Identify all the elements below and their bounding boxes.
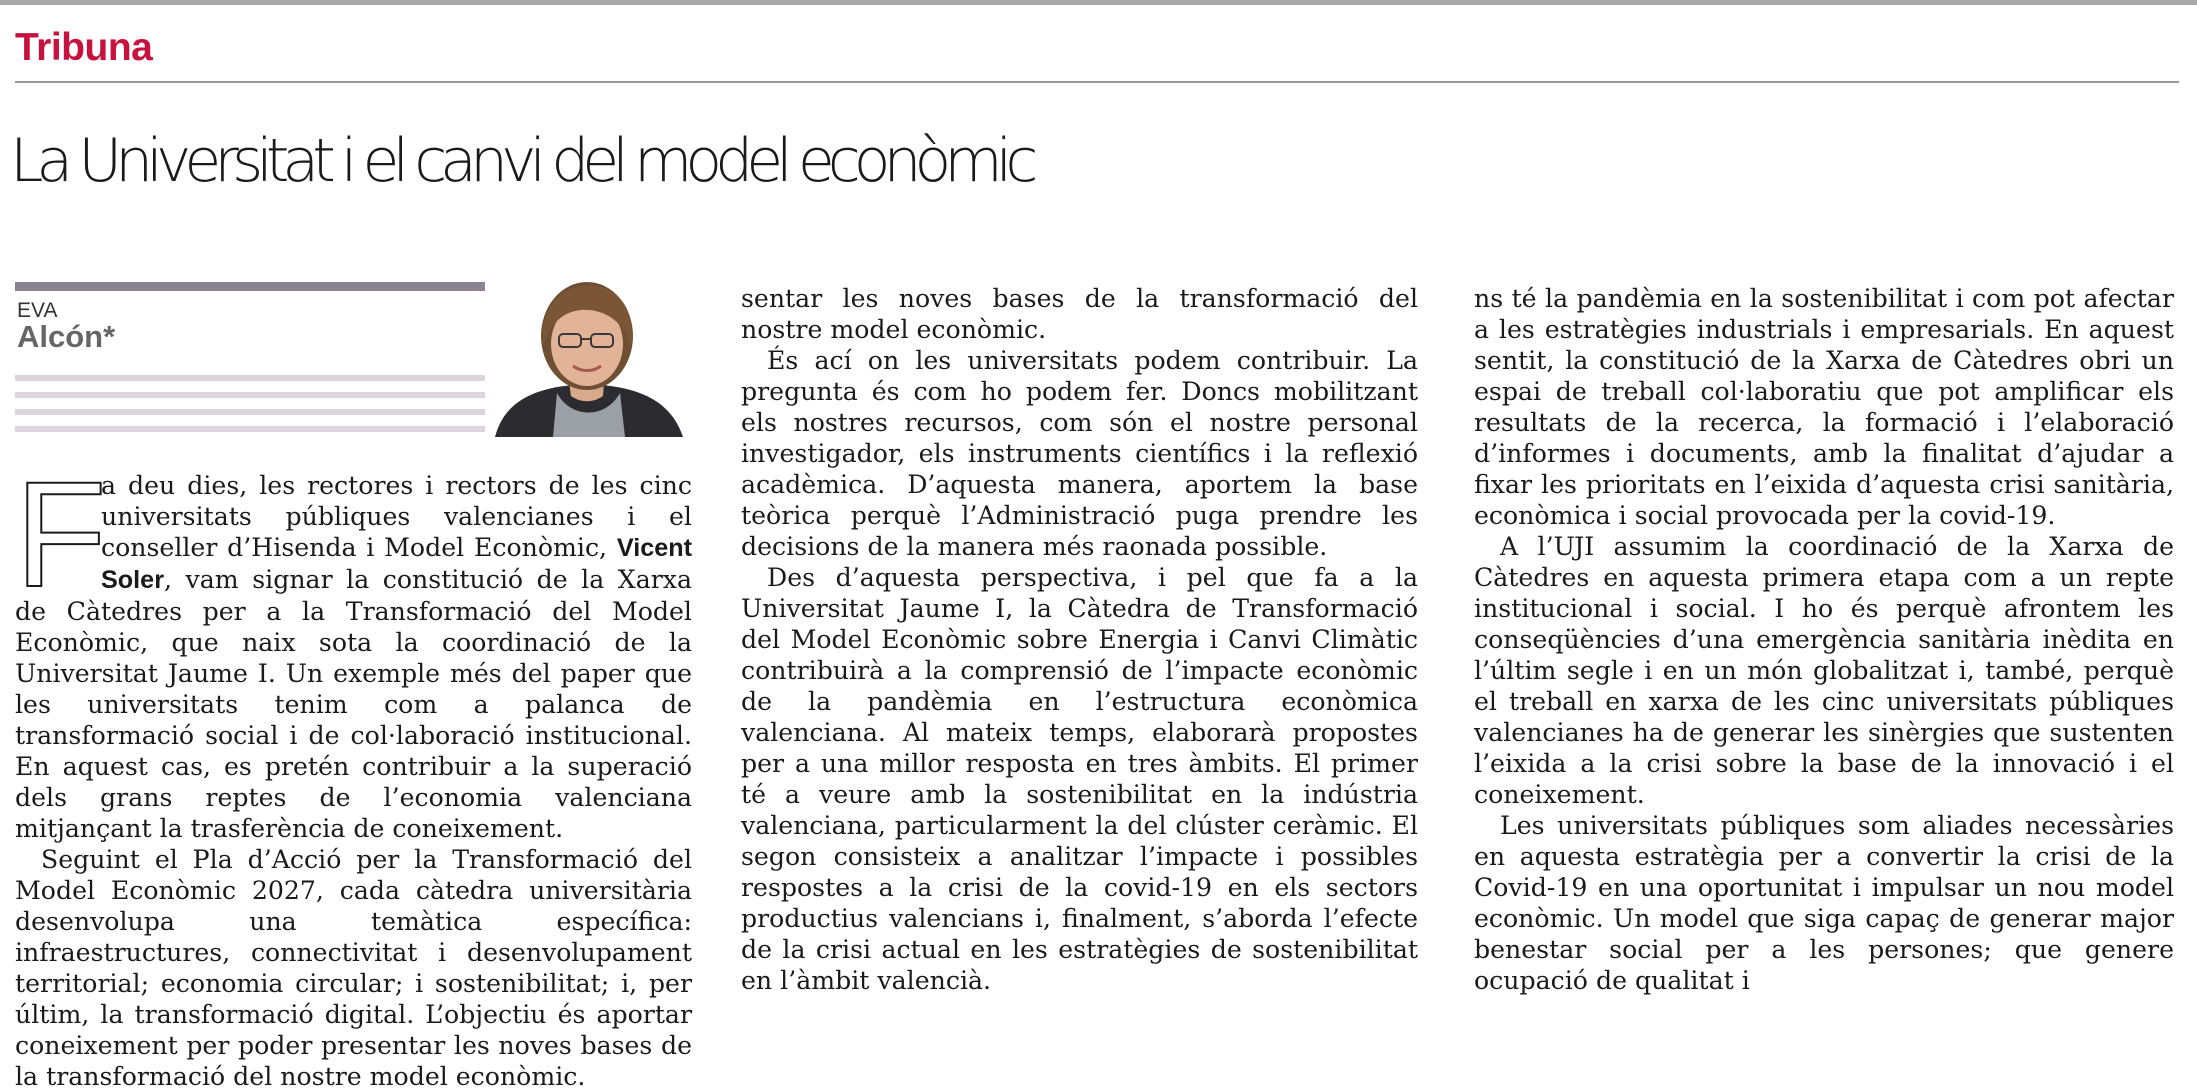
- section-rule: [15, 81, 2179, 83]
- paragraph: ns té la pandèmia en la sostenibilitat i com pot afectar a les estratègies industrials i empresarials. En aquest sentit, la constitució de la Xarxa de Càtedres obri un espai de treball col·laboratiu que pot amplificar els resultats de la recerca, la formació i l’elaboració d’informes i documents, amb la finalitat d’ajudar a fixar les prioritats en l’eixida d’aquesta crisi sanitària, econòmica i social provocada per la covid-19.: [1474, 284, 2174, 530]
- paragraph: Des d’aquesta perspectiva, i pel que fa a la Universitat Jaume I, la Càtedra de Transformació del Model Econòmic sobre Energia i Canvi Climàtic contribuirà a la comprensió de l’impacte econòmic de la pandèmia en l’estructura econòmica valenciana. Al mateix temps, elaborarà propostes per a una millor resposta en tres àmbits. El primer té a veure amb la sostenibilitat en la indústria valenciana, particularment la del clúster ceràmic. El segon consisteix a analitzar l’impacte i possibles respostes a la crisi de la covid-19 en els sectors productius valencians i, finalment, s’aborda l’efecte de la crisi actual en les estratègies de sostenibilitat en l’àmbit valencià.: [741, 563, 1418, 995]
- paragraph: Seguint el Pla d’Acció per la Transformació del Model Econòmic 2027, cada càtedra universitària desenvolupa una temàtica específica: infraestructures, connectivitat i desenvolupament territorial; economia circular; i sostenibilitat; i, per últim, la transformació digital. L’objectiu és aportar coneixement per poder presentar les noves bases de la transformació del nostre model econòmic.: [15, 845, 692, 1091]
- svg-text:F: F: [15, 450, 107, 618]
- drop-cap: [15, 450, 107, 618]
- person-name: Vicent Soler: [101, 534, 692, 594]
- article-column-3: [1474, 283, 2174, 995]
- paragraph: És ací on les universitats podem contribuir. La pregunta és com ho podem fer. Doncs mobilitzant els nostres recursos, com són el nostre personal investigador, els instruments científics i la reflexió acadèmica. D’aquesta manera, aportem la base teòrica perquè l’Administració puga prendre les decisions de la manera més raonada possible.: [741, 346, 1418, 561]
- headline: La Universitat i el canvi del model econòmic: [10, 126, 1032, 196]
- author-last-name: Alcón*: [17, 319, 116, 354]
- paragraph: Les universitats públiques som aliades necessàries en aquesta estratègia per a convertir la crisi de la Covid-19 en una oportunitat i impulsar un nou model econòmic. Un model que siga capaç de generar major benestar social per a les persones; que genere ocupació de qualitat i: [1474, 811, 2174, 995]
- top-rule: [0, 0, 2197, 5]
- paragraph: A l’UJI assumim la coordinació de la Xarxa de Càtedres en aquesta primera etapa com a un repte institucional i social. I ho és perquè afrontem les conseqüències d’una emergència sanitària inèdita en l’últim segle i en un món globalitzat i, també, perquè el treball en xarxa de les cinc universitats públiques valencianes ha de generar les sinèrgies que sustenten l’eixida a la crisi sobre la base de la innovació i el coneixement.: [1474, 532, 2174, 809]
- paragraph: sentar les noves bases de la transformació del nostre model econòmic.: [741, 284, 1418, 344]
- author-first-name: EVA: [17, 299, 58, 322]
- article-column-2: [741, 283, 1418, 995]
- paragraph-text: , vam signar la constitució de la Xarxa de Càtedres per a la Transformació del Model Econòmic, que naix sota la coordinació de la Universitat Jaume I. Un exemple més del paper que les universitats tenim com a palanca de transformació social i de col·laboració institucional. En aquest cas, es pretén contribuir a la superació dels grans reptes de l’economia valenciana mitjançant la trasferència de coneixement.: [15, 565, 692, 843]
- paragraph-text: a deu dies, les rectores i rectors de les cinc universitats públiques valencianes i el conseller d’Hisenda i Model Econòmic,: [101, 471, 692, 562]
- article-column-1: [15, 450, 692, 1091]
- author-portrait: [485, 268, 690, 437]
- byline: [15, 282, 689, 437]
- paragraph: [15, 450, 692, 844]
- section-label: Tribuna: [15, 26, 153, 69]
- drop-cap-letter: [15, 450, 107, 618]
